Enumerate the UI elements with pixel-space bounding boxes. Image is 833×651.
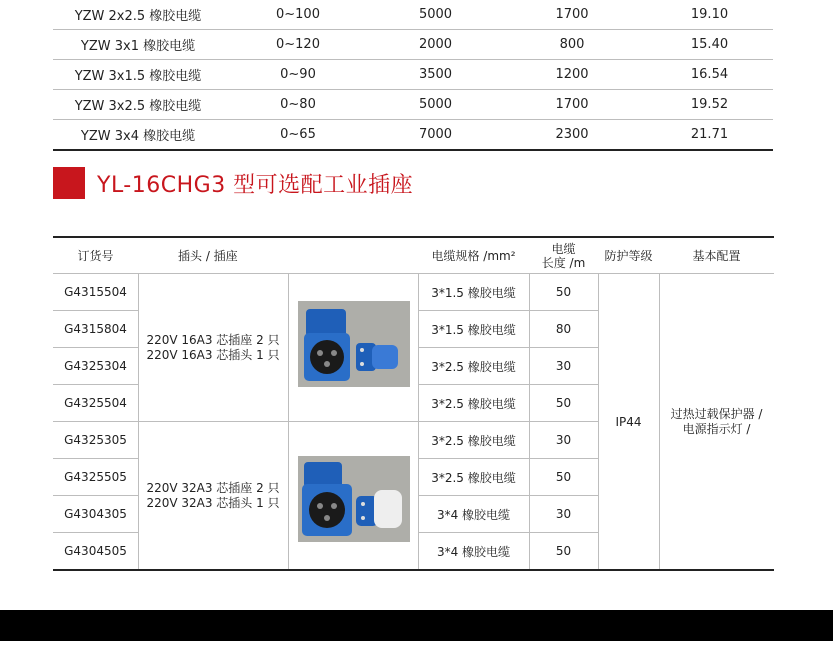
desc-line: 220V 16A3 芯插座 2 只 [146, 332, 280, 347]
cable-spec: 3*1.5 橡胶电缆 [431, 322, 516, 337]
cable-spec: 3*2.5 橡胶电缆 [431, 359, 516, 374]
basic-config [659, 274, 774, 569]
footer-bar [0, 610, 833, 641]
config-line: 电源指示灯 / [682, 421, 751, 436]
cable-range: 0~120 [223, 30, 373, 60]
socket-plug-32a-icon [298, 456, 410, 542]
cable-value-5: 19.10 [646, 0, 773, 30]
section-title: YL-16CHG3 型可选配工业插座 [97, 172, 414, 198]
cable-value-5: 19.52 [646, 90, 773, 120]
cable-value-5: 16.54 [646, 60, 773, 90]
cable-length: 30 [555, 359, 572, 373]
cable-spec: 3*2.5 橡胶电缆 [431, 470, 516, 485]
col-divider [288, 273, 289, 569]
config-line: 过热过载保护器 / [670, 406, 763, 421]
socket-plug-16a-photo [298, 301, 410, 387]
cable-range: 0~90 [223, 60, 373, 90]
cable-model: YZW 3x4 橡胶电缆 [53, 120, 223, 151]
cable-value-3: 3500 [373, 60, 498, 90]
cable-model: YZW 3x2.5 橡胶电缆 [53, 90, 223, 120]
cable-model: YZW 2x2.5 橡胶电缆 [53, 0, 223, 30]
cable-spec: 3*2.5 橡胶电缆 [431, 396, 516, 411]
cable-value-4: 800 [498, 30, 646, 60]
socket-plug-16a-icon [298, 301, 410, 387]
cable-length: 30 [555, 507, 572, 521]
cable-spec: 3*1.5 橡胶电缆 [431, 285, 516, 300]
table-row [53, 120, 773, 151]
cable-range: 0~80 [223, 90, 373, 120]
cable-value-3: 2000 [373, 30, 498, 60]
cable-length: 80 [555, 322, 572, 336]
plug-socket-desc-16a [138, 274, 288, 421]
cable-length: 50 [555, 285, 572, 299]
table-row [53, 0, 773, 30]
cable-value-4: 1700 [498, 90, 646, 120]
protection-rating: IP44 [615, 414, 642, 429]
header-length-line1: 电缆 [551, 241, 576, 256]
cable-spec: 3*4 橡胶电缆 [436, 544, 511, 559]
cable-value-3: 5000 [373, 0, 498, 30]
socket-plug-32a-photo [298, 456, 410, 542]
header-plug-socket: 插头 / 插座 [178, 248, 238, 263]
cable-length: 30 [555, 433, 572, 447]
cable-spec: 3*4 橡胶电缆 [436, 507, 511, 522]
header-cable-spec: 电缆规格 /mm² [431, 248, 516, 263]
header-protection: 防护等级 [604, 248, 653, 263]
cable-length: 50 [555, 470, 572, 484]
order-no: G4315804 [64, 322, 127, 336]
header-order-no: 订货号 [77, 248, 114, 263]
table-bottom-rule [53, 569, 774, 571]
cable-spec-table [53, 0, 773, 151]
cable-length: 50 [555, 396, 572, 410]
socket-order-table [53, 236, 774, 571]
desc-line: 220V 16A3 芯插头 1 只 [146, 347, 280, 362]
order-no: G4304505 [64, 544, 127, 558]
cable-value-3: 7000 [373, 120, 498, 151]
cable-value-4: 2300 [498, 120, 646, 151]
desc-line: 220V 32A3 芯插座 2 只 [146, 480, 280, 495]
plug-socket-desc-32a [138, 422, 288, 569]
header-length-line2: 长度 /m [541, 255, 586, 270]
order-no: G4325505 [64, 470, 127, 484]
red-square-icon [53, 167, 85, 199]
cable-value-4: 1200 [498, 60, 646, 90]
cable-model: YZW 3x1 橡胶电缆 [53, 30, 223, 60]
cable-spec: 3*2.5 橡胶电缆 [431, 433, 516, 448]
cable-value-5: 15.40 [646, 30, 773, 60]
table-row [53, 90, 773, 120]
cable-model: YZW 3x1.5 橡胶电缆 [53, 60, 223, 90]
order-no: G4325504 [64, 396, 127, 410]
order-no: G4315504 [64, 285, 127, 299]
section-heading [53, 167, 413, 199]
order-no: G4325305 [64, 433, 127, 447]
header-cable-length [529, 238, 598, 273]
header-config: 基本配置 [692, 248, 741, 263]
table-row [53, 30, 773, 60]
cable-value-4: 1700 [498, 0, 646, 30]
cable-range: 0~100 [223, 0, 373, 30]
cable-value-3: 5000 [373, 90, 498, 120]
cable-length: 50 [555, 544, 572, 558]
cable-range: 0~65 [223, 120, 373, 151]
table-row [53, 60, 773, 90]
desc-line: 220V 32A3 芯插头 1 只 [146, 495, 280, 510]
order-no: G4325304 [64, 359, 127, 373]
cable-value-5: 21.71 [646, 120, 773, 151]
order-no: G4304305 [64, 507, 127, 521]
